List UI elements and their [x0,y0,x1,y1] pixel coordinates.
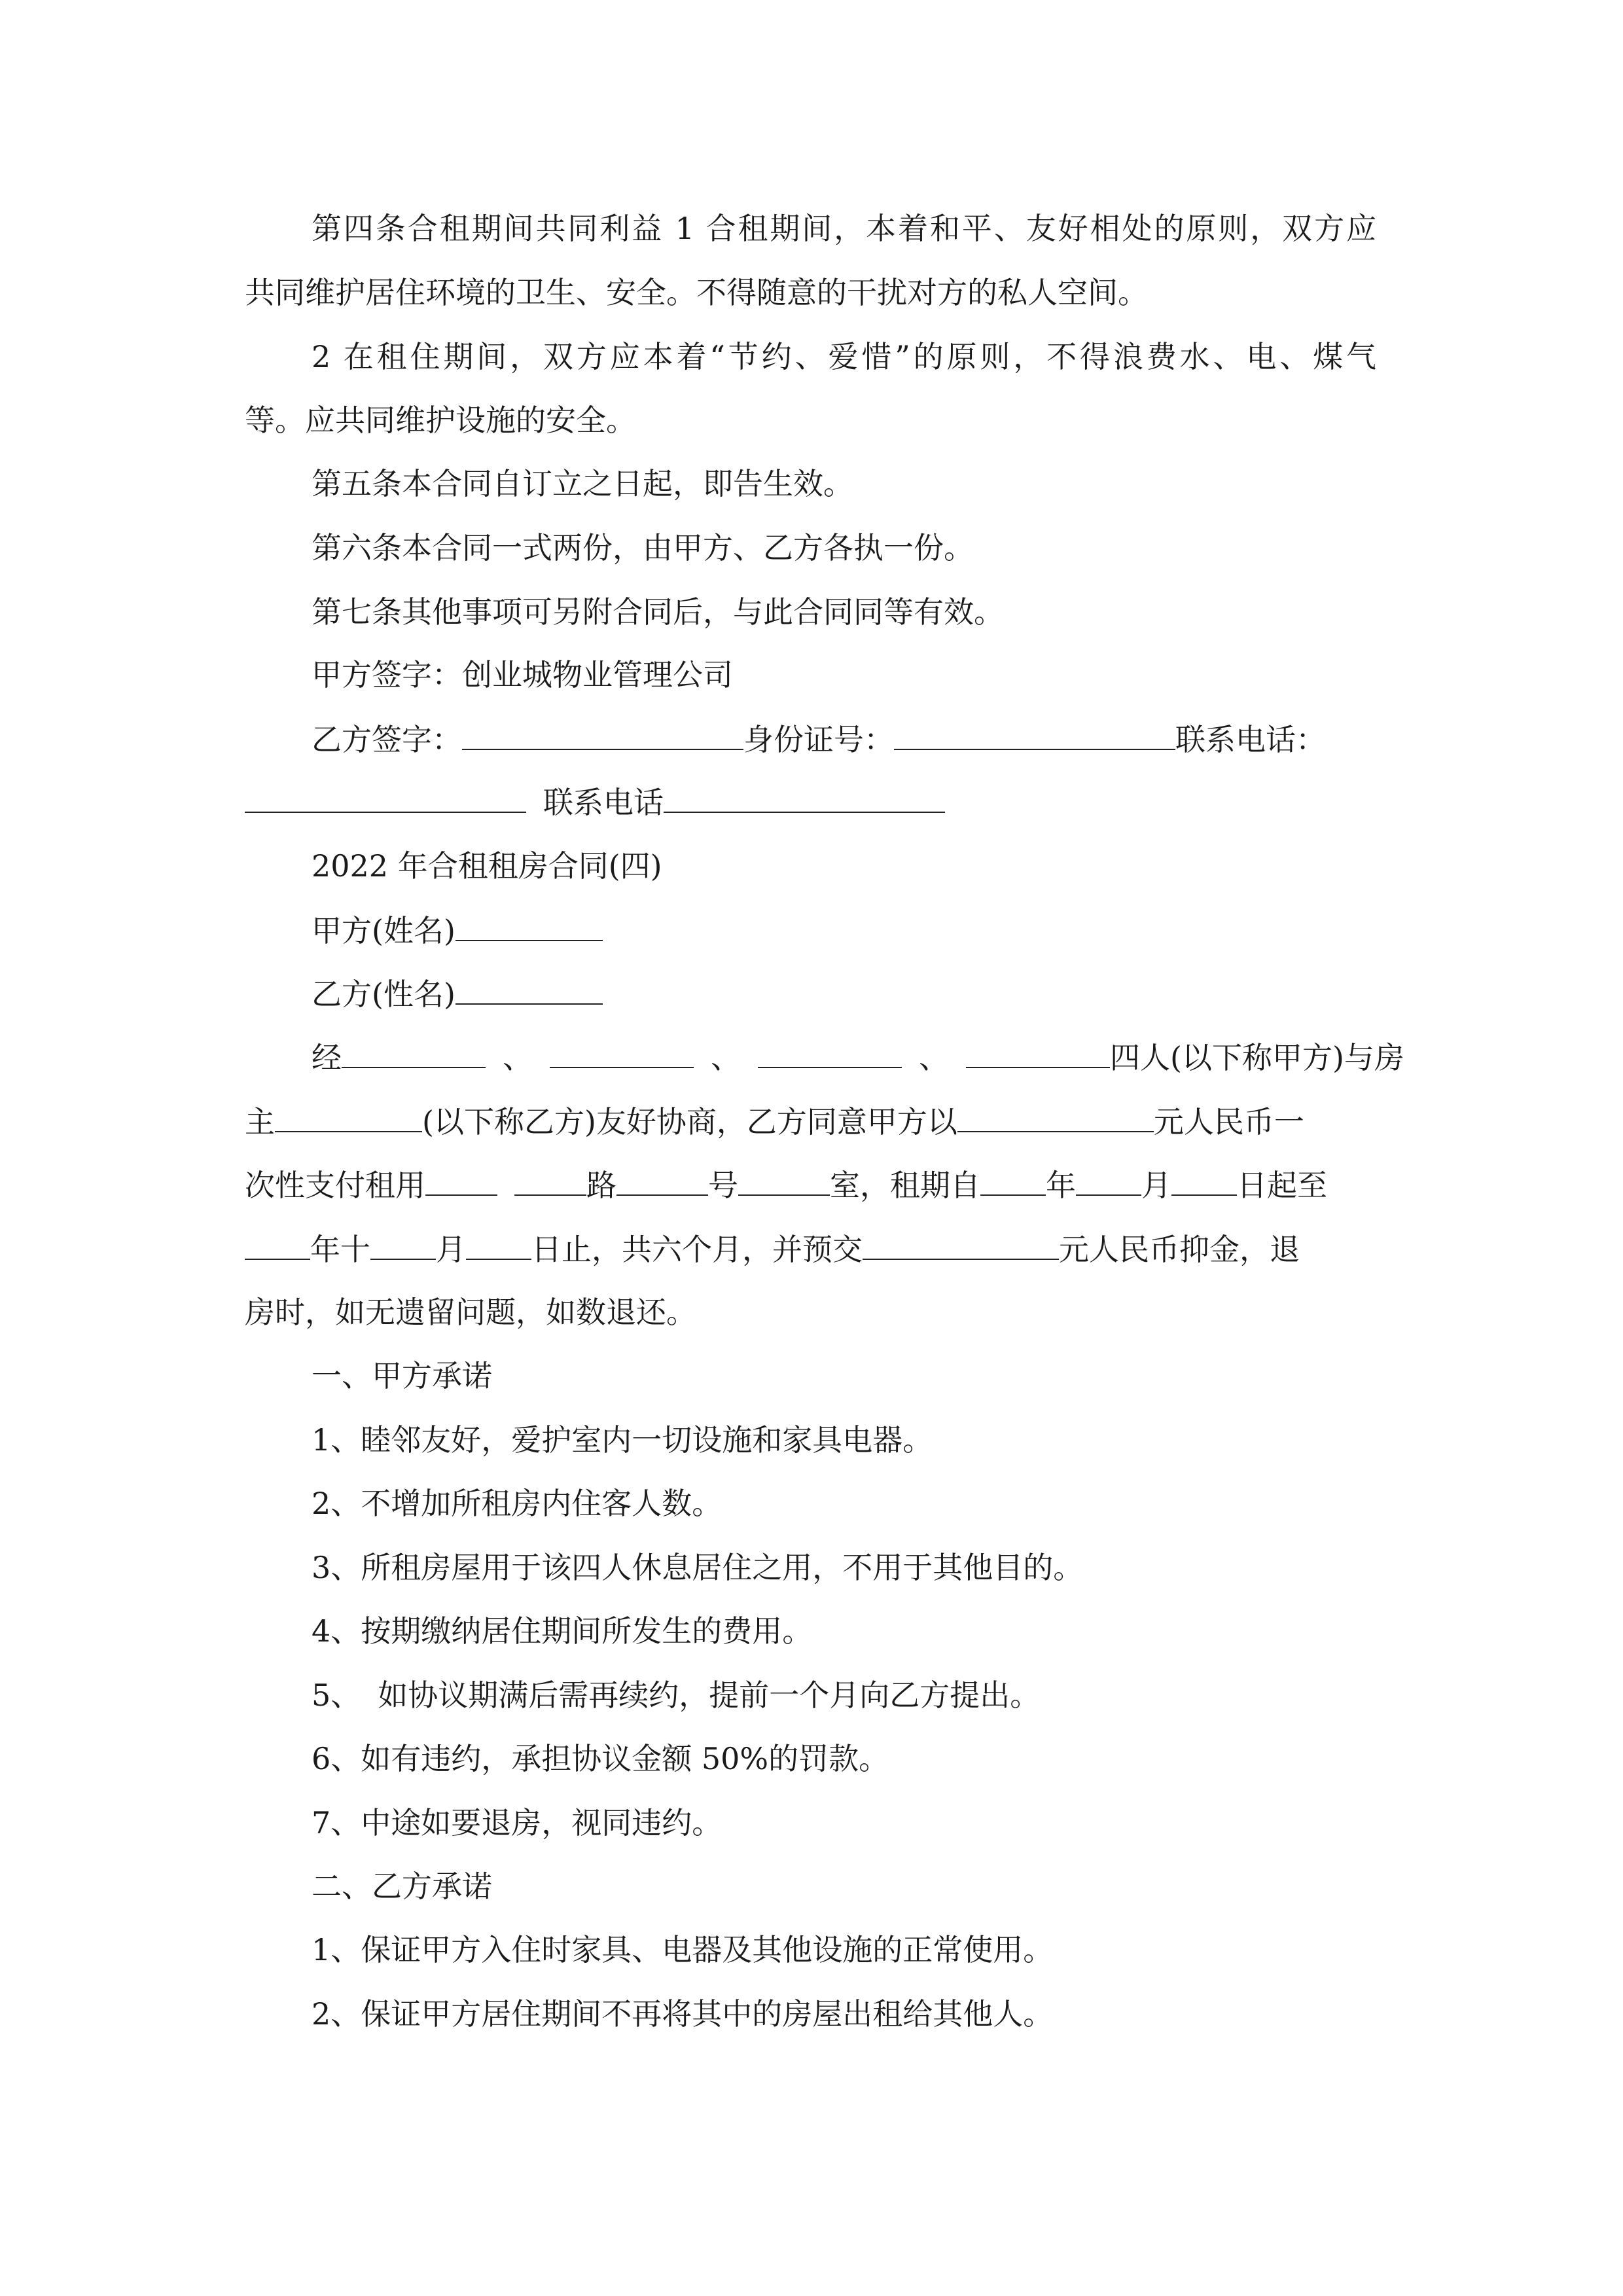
signature-line [0,716,1623,762]
day-from-label: 日起至 [1237,1168,1327,1203]
end-day-blank[interactable] [466,1226,531,1260]
list-item: 2、保证甲方居住期间不再将其中的房屋出租给其他人。 [312,1996,1054,2032]
district-blank[interactable] [425,1162,497,1196]
landlord-end: 元人民币一 [1153,1104,1304,1139]
list-item: 3、所租房屋用于该四人休息居住之用，不用于其他目的。 [312,1550,1084,1585]
deposit-blank[interactable] [863,1226,1059,1260]
tenant-4-blank[interactable] [966,1034,1110,1068]
party-b-sign-label: 乙方签字： [312,722,462,757]
phone-blank[interactable] [245,779,526,813]
id-number-blank[interactable] [894,716,1175,750]
end-month-blank[interactable] [370,1226,436,1260]
article-5: 第五条本合同自订立之日起，即告生效。 [312,466,853,501]
phone-line [0,779,1623,825]
section-a-heading: 一、甲方承诺 [312,1358,492,1393]
day-to-label: 日止，共六个月，并预交 [531,1232,863,1267]
party-b-name-blank[interactable] [455,971,603,1005]
party-b-sign-blank[interactable] [462,716,743,750]
list-item: 2、不增加所租房内住客人数。 [312,1486,722,1521]
tenant-1-blank[interactable] [342,1034,486,1068]
list-item: 1、睦邻友好，爱护室内一切设施和家具电器。 [312,1422,933,1458]
four-people-text: 四人(以下称甲方)与房 [1110,1040,1404,1075]
start-year-blank[interactable] [980,1162,1046,1196]
address-line [0,1162,1623,1208]
party-a-name-label: 甲方(姓名) [312,913,455,948]
month-label: 月 [1141,1168,1171,1203]
list-item: 7、中途如要退房，视同违约。 [312,1805,722,1840]
deposit-end: 元人民币抑金，退 [1059,1232,1300,1267]
list-item: 1、保证甲方入住时家具、电器及其他设施的正常使用。 [312,1932,1054,1967]
month-label: 月 [436,1232,466,1267]
number-label: 号 [708,1168,738,1203]
separator: 、 [711,1040,741,1075]
landlord-line [0,1098,1623,1144]
pay-start: 次性支付租用 [245,1168,425,1203]
landlord-start: 主 [245,1104,275,1139]
phone-label-2: 联系电话 [543,785,664,820]
year-ten-label: 年十 [310,1232,370,1267]
landlord-mid: (以下称乙方)友好协商，乙方同意甲方以 [422,1104,957,1139]
article-7: 第七条其他事项可另附合同后，与此合同同等有效。 [312,594,1004,630]
rent-amount-blank[interactable] [957,1098,1154,1132]
number-blank[interactable] [616,1162,708,1196]
para-start: 经 [312,1040,342,1075]
separator: 、 [919,1040,949,1075]
list-item: 4、按期缴纳居住期间所发生的费用。 [312,1613,813,1649]
list-item: 6、如有违约，承担协议金额 50%的罚款。 [312,1741,889,1776]
road-blank[interactable] [514,1162,586,1196]
party-a-name-line [0,907,1623,953]
phone-blank-2[interactable] [664,779,945,813]
item-number: 5、 [312,1677,361,1713]
year-label: 年 [1046,1168,1076,1203]
party-b-name-label: 乙方(性名) [312,977,455,1012]
tenant-2-blank[interactable] [550,1034,694,1068]
room-label: 室，租期自 [830,1168,980,1203]
term-line [0,1226,1623,1272]
road-label: 路 [586,1168,616,1203]
separator: 、 [503,1040,533,1075]
refund-line: 房时，如无遗留问题，如数退还。 [245,1295,696,1330]
tenant-3-blank[interactable] [758,1034,902,1068]
contract-title: 2022 年合租租房合同(四) [312,848,662,884]
start-day-blank[interactable] [1171,1162,1237,1196]
tenants-line [0,1034,1623,1080]
item-text: 如协议期满后需再续约，提前一个月向乙方提出。 [378,1677,1041,1713]
id-number-label: 身份证号： [743,722,894,757]
list-item [0,1672,1623,1718]
clause-2-line-1: 2 在租住期间，双方应本着“节约、爱惜”的原则，不得浪费水、电、煤气 [312,339,1376,374]
start-month-blank[interactable] [1076,1162,1141,1196]
article-4-line-1: 第四条合租期间共同利益 1 合租期间，本着和平、友好相处的原则，双方应 [312,211,1376,246]
end-year-blank[interactable] [245,1226,310,1260]
section-b-heading: 二、乙方承诺 [312,1869,492,1904]
party-a-name-blank[interactable] [455,907,603,941]
room-blank[interactable] [738,1162,830,1196]
article-6: 第六条本合同一式两份，由甲方、乙方各执一份。 [312,530,974,565]
party-a-signature: 甲方签字：创业城物业管理公司 [312,657,733,692]
article-4-line-2: 共同维护居住环境的卫生、安全。不得随意的干扰对方的私人空间。 [245,275,1148,310]
landlord-blank[interactable] [275,1098,422,1132]
party-b-name-line [0,971,1623,1016]
clause-2-line-2: 等。应共同维护设施的安全。 [245,403,636,438]
phone-label: 联系电话： [1175,722,1326,757]
